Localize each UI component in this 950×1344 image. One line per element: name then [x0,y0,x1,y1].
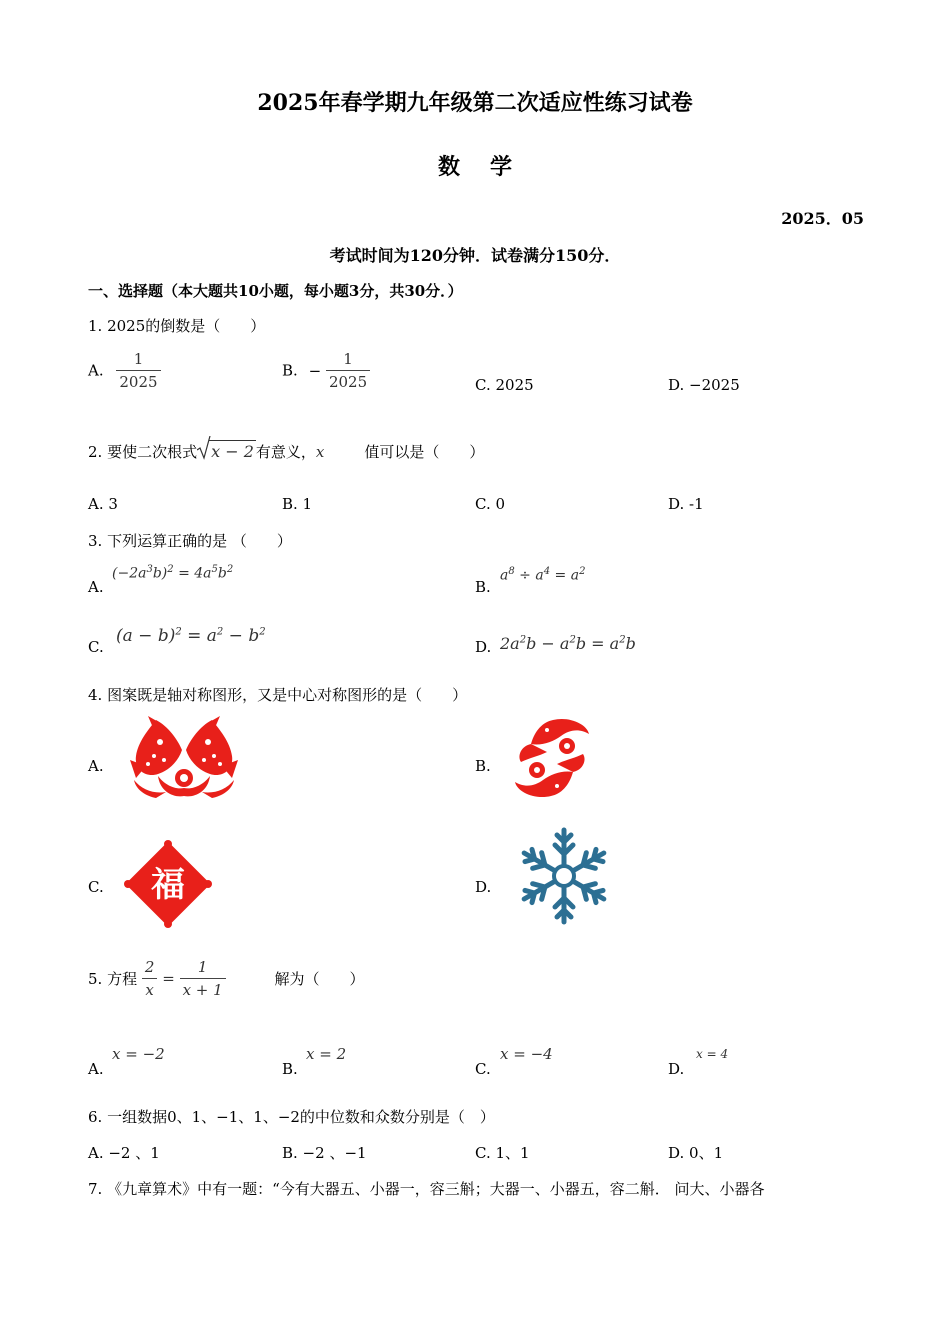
question-3-option-c-label: C. [88,638,104,656]
twin-fish-paper-cut-icon [128,716,240,798]
fu-character-glyph: 福 [151,865,185,905]
question-2-middle: 有意义， [255,443,316,461]
question-2-option-a: A. 3 [88,495,118,513]
fraction-numerator: 2 [144,958,155,976]
question-3-option-c-formula: $(a - b)^2 = a^2 - b^2$ [116,626,266,646]
fraction [116,350,160,391]
question-5-option-a-label: A. [88,1060,104,1078]
question-2-option-b: B. 1 [282,495,313,513]
question-4-stem: 4. 图案既是轴对称图形，又是中心对称图形的是（ ） [88,686,468,704]
question-1-option-d: D. −2025 [668,376,740,394]
subject-heading: 数学 [437,154,542,180]
question-1-option-b [282,350,370,391]
fraction [326,350,370,391]
question-3-option-a-label: A. [88,578,104,596]
question-6-stem: 6. 一组数据0、1、−1、1、−2的中位数和众数分别是（ ） [88,1108,495,1126]
question-1-stem: 1. 2025的倒数是（ ） [88,317,266,335]
question-5-prefix: 5. 方程 [88,970,138,988]
rotating-fish-paper-cut-icon [513,716,591,800]
question-5-option-d-formula: x = 4 [696,1047,729,1061]
question-5-option-c-label: C. [475,1060,491,1078]
question-5-option-a-formula: x = −2 [112,1045,165,1063]
question-6-option-d: D. 0、1 [668,1144,724,1162]
fu-character-paper-cut-icon [122,838,214,930]
left-fraction [142,958,158,999]
question-4-option-b-label: B. [475,757,491,775]
question-5-option-d-label: D. [668,1060,685,1078]
question-3-option-b-formula: $a^8 \div a^4 = a^2$ [500,566,586,584]
question-4-option-d-label: D. [475,878,492,896]
variable-x: x [315,443,325,461]
question-5-option-c-formula: x = −4 [500,1045,553,1063]
exam-info: 考试时间为120分钟．试卷满分150分． [329,246,621,265]
question-6-option-c: C. 1、1 [475,1144,530,1162]
radicand: x − 2 [211,442,254,461]
question-2-option-d: D. -1 [668,495,704,513]
fraction-denominator: x + 1 [180,978,226,999]
question-7-stem: 7. 《九章算术》中有一题：“今有大器五、小器一，容三斛；大器一、小器五，容二斛． 问大、小器各 [88,1180,765,1198]
question-6-option-a: A. −2 、1 [88,1144,160,1162]
question-5-stem [88,958,364,999]
question-4-option-a-label: A. [88,757,104,775]
question-6-option-b: B. −2 、−1 [282,1144,367,1162]
fraction-denominator: x [142,978,156,999]
question-2-suffix: 值可以是（ ） [364,443,485,461]
fraction-numerator: 1 [133,350,144,368]
exam-date: 2025．05 [781,209,864,228]
question-2-prefix: 2. 要使二次根式 [88,443,198,461]
right-fraction [180,958,226,999]
question-2-option-c: C. 0 [475,495,506,513]
fraction-denominator: 2025 [326,370,370,391]
question-5-option-b-label: B. [282,1060,298,1078]
question-1-option-c: C. 2025 [475,376,534,394]
exam-title: 2025年春学期九年级第二次适应性练习试卷 [257,90,693,116]
option-label: B. [282,361,298,380]
section-heading: 一、选择题（本大题共10小题，每小题3分，共30分．） [88,282,463,300]
question-3-option-b-label: B. [475,578,491,596]
minus-sign: − [308,361,322,380]
fraction-numerator: 1 [197,958,208,976]
question-3-stem: 3. 下列运算正确的是 （ ） [88,532,292,550]
option-label: A. [88,361,104,380]
question-3-option-d-label: D. [475,638,492,656]
snowflake-icon [518,826,610,926]
question-3-option-d-formula: $2a^2b - a^2b = a^2b$ [500,634,636,653]
square-root [197,440,256,461]
question-2-stem [88,440,484,462]
question-5-suffix: 解为（ ） [274,970,365,988]
question-1-option-a [88,350,161,391]
equals-sign: = [162,969,175,988]
radical-sign-icon [197,436,211,460]
fraction-numerator: 1 [343,350,353,368]
question-5-option-b-formula: x = 2 [306,1045,347,1063]
question-4-option-c-label: C. [88,878,104,896]
fraction-denominator: 2025 [116,370,160,391]
question-3-option-a-formula: $(-2a^3b)^2 = 4a^5b^2$ [112,564,234,582]
